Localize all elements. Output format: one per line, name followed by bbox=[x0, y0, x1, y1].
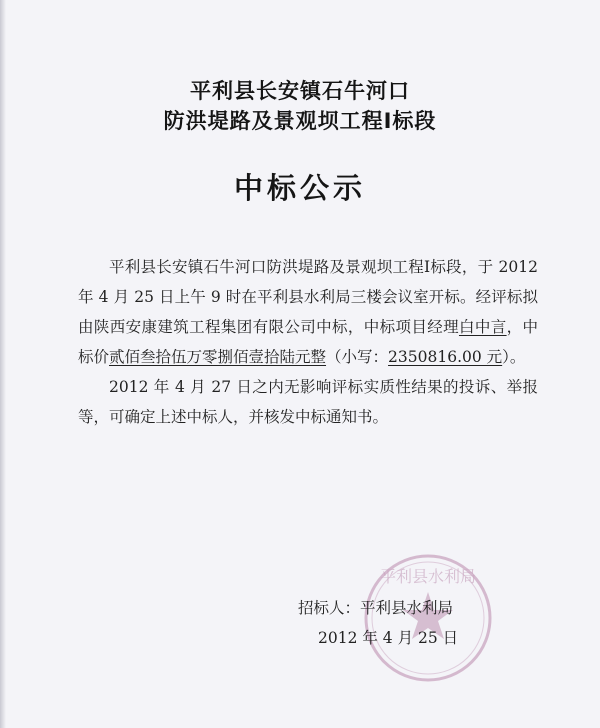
body-text bbox=[78, 252, 538, 432]
signature-line: 招标人：平利县水利局 bbox=[298, 599, 454, 617]
title-line-1: 平利县长安镇石牛河口 bbox=[190, 79, 410, 103]
paragraph-1 bbox=[78, 252, 538, 372]
paragraph-2: 2012 年 4 月 27 日之内无影响评标实质性结果的投诉、举报等，可确定上述中标人，并核发中标通知书。 bbox=[78, 378, 538, 426]
svg-text:平利县水利局: 平利县水利局 bbox=[379, 567, 477, 586]
title-line-2: 防洪堤路及景观坝工程Ⅰ标段 bbox=[163, 109, 437, 133]
issue-date: 2012 年 4 月 25 日 bbox=[318, 629, 459, 647]
bid-price-number: 2350816.00 元 bbox=[388, 348, 503, 366]
official-seal bbox=[358, 548, 498, 688]
para1-text-a: 平利县长安镇石牛河口防洪堤路及景观坝工程Ⅰ标段，于 2012 年 4 月 25 日上午 9 时在平利县水利局三楼会议室开标。经评标拟由陕西安康建筑工程集团有限公司中标，中标项目经理 bbox=[78, 258, 538, 336]
para1-text-d: ）。 bbox=[502, 348, 526, 366]
bid-price-words: 贰佰叁拾伍万零捌佰壹拾陆元整 bbox=[109, 348, 327, 366]
para1-text-b: ，中标价 bbox=[78, 318, 538, 366]
heading: 中标公示 bbox=[233, 171, 366, 205]
project-manager-name: 白中言 bbox=[458, 318, 507, 336]
para1-text-c: （小写： bbox=[326, 348, 389, 366]
